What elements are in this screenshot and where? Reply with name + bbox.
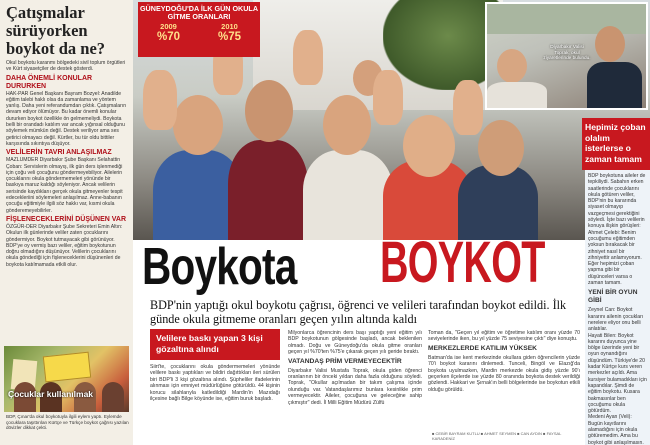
right-paragraph-1: BDP boykotuna aileler de tepkiliydi. Sabahın erken saatlerinde çocuklarını okula götüren veliler, BDP'nin bu kararında siyaset olmayıp vazgeçmesi gerektiğini söyledi. İşte bazı velilerin konuya ilişkin görüşleri:: [588, 173, 646, 230]
right-paragraph-5: Medeni Ayan (Veli): Bugün kayıtlarını alamadığını için okula götüremedim. Ama bu boykot gibi anlaşılmasın.: [588, 414, 644, 445]
col2-paragraph-2: Diyarbakır Valisi Mustafa Toprak, okula giden öğrenci oranlarının bir önceki yıldan daha fazla olduğunu söyledi. Toprak, "Okullar açılmadan bir takım çalışma içinde olunduğu var. Vatandaşlarımız bunlara kesinlikle prim vermeyecektir. Aileler, çocuğuna ve geleceğine sahip çıkmıştır" dedi. İl Milli Eğitim Müdürü Zülfü: [288, 367, 422, 406]
left-paragraph-3: ÖZGÜR-DER Diyarbakır Şube Sekreteri Emin Altın: Okulun ilk günlerinde veliler zaten çocuklarını göndermiyor. Boykot tutmayacak gibi görünüyor. BDP'ye oy vermiş bazı veliler, eğitim boykotunun doğru olmadığını düşünüyor. Velilerin çocuklarını okula göndediği için fişleneceklerini düşünenleri de boykota katılmamada etkili olur.: [6, 223, 123, 268]
rate-2009: %70: [156, 31, 181, 43]
protest-photo: [4, 346, 129, 412]
left-paragraph-1: HAK-PAR Genel Başkanı Bayram Bozyel: Anadilde eğitim talebi haklı olsa da zamanlama ve yöntem yanlış. Daha yeni referandumdan çıktık. Çatışmaların devam ediyor ölümüyor. Bu kadar önemli konular dururken boykot özellikle ön gelmemeliydi. Boykota belli bir orandadı katılım var ancak yığınsal olduğunu söylemek mümkün değil. Destek veriliyor ama ses getirici olmayacı değil. Kürtler, bu tür oldu bittiler karşısında sıkıntıya düşüyor.: [6, 90, 127, 147]
governor-inset-photo: [485, 2, 648, 110]
headline-red: BOYKOT: [380, 230, 545, 295]
main-headline: [140, 232, 580, 294]
protest-photo-caption: Çocuklar kullanılmak: [8, 389, 94, 399]
year-2010: 2010: [221, 22, 238, 31]
left-headline: Çatışmalar sürüyorken boykot da ne?: [6, 3, 106, 58]
article-column-3: [428, 330, 580, 393]
headline-deck: BDP'nin yaptığı okul boykotu çağrısı, öğrenci ve velileri tarafından boykot edildi. İlk günde okula gitmeme oranları geçen yılın altında kaldı: [150, 298, 567, 326]
rate-2010: %75: [217, 31, 242, 43]
year-2009: 2009: [160, 22, 177, 31]
col2-subhead: VATANDAŞ PRİM VERMEYECEKTİR: [288, 357, 402, 365]
right-paragraph-4: Hayati Bilen: Boykot kararını duyunca yine bölge üzerinde yeni bir oyun oynandığını düşündüm. Türkiye'de 20 kadar Kürtçe kurs veren merkezler açıldı. Ama kursiyer bulamadıkları için kapandılar. Şimdi de eğitim boykotu. Kusara bakmasınlar ben çocuğumu okula götürdüm.: [588, 332, 647, 415]
left-subhead-3: FİŞLENECEKLERİNİ DÜŞÜNEN VAR: [6, 215, 127, 223]
left-intro: Okul boykotu karanmı bölgedeki sivil toplum örgütleri ve Kürt siyasetçiler de destek gösterdi.: [6, 60, 126, 73]
right-column: [585, 170, 650, 445]
article-column-1: [150, 364, 280, 402]
right-subhead: YENİ BİR OYUN GİBİ: [588, 289, 638, 305]
attendance-rate-box: [138, 2, 260, 57]
col3-subhead: MERKEZLERDE KATILIM YÜKSEK: [428, 344, 537, 352]
col1-text: Siirt'te, çocuklarını okula göndermemeleri yönünde velilere baskı yaptıkları ve bildiri dağıttıkları ileri sürülen biri BDP'li 3 kişi gözaltına alındı. Şüpheliler ifadelerinin alınması için emniyet müdürlüğüne götürüldü. 44 kişinin korucu silahlarıyla katledildiği Mardin'in Mazıdağı ilçesine bağlı Bilge köyünde ise, eğitim buruk başladı.: [150, 364, 280, 403]
col2-paragraph-1: Milyonlarca öğrencinin ders başı yaptığı yeni eğitim yılı BDP boykotunun gölgesinde başladı, ancak beklenilen olmadı. Doğu ve Güneydoğu'da okula gitme oranları geçen yıl %70'ten %75'e çıkarak geçen yılı geride bıraktı.: [288, 330, 422, 356]
col3-paragraph-1: Toman da, "Geçen yıl eğitim ve öğretime katılım oranı yüzde 70 seviyelerinde iken, bu yıl yüzde 75 seviyesine çıktı" diye konuştu.: [428, 330, 580, 343]
col3-paragraph-2: Batman'da ise kent merkezinde okullara giden öğrencilerin yüzde 70'i boykot kararını dinlemedi. Tunceli, Bingöl ve Elazığ'da boykota uyulmazken, Mardin merkezde okula gidiş yüzde 90'ı geçerken ilçelerde ise yüzde 80 oranında boykota destek verildiği gözlendi. Hakkari ve Şırnak'ın belli bölgelerinde ise boykotun etkili olduğu görüldü.: [428, 354, 580, 393]
left-subhead-1: DAHA ÖNEMLİ KONULAR DURURKEN: [6, 74, 93, 90]
left-paragraph-2: MAZLUMDER Diyarbakır Şube Başkanı Selahattin Çoban: Servislerin olmayış, ilk gün ders işlenmediği için çoğu veli çocuğunu göndermeyebiliyor. Ailelerin çocuklarını okula göndermemeleri yönünde bir baskıya maruz kaldığı söyleniyor. Ancak velilerin serisinde kaydıklarıı gerçek okula gitmeyenler tespit edecekleriini söylemeleri anlaşılmaz. Anne-babanın çocuğu eğitimiyle ilgili söz hakkı var, kısmi okula gönderemeyebilirler.: [6, 157, 123, 214]
protest-photo-text: BDP, Çınar'da okul boykotuyla ilgili eylem yaptı. Eylemde çocuklara taşıttırılan Kürtçe ve Türkçe boykot çağrısı yazılan dövizler dikkat çekti.: [6, 414, 129, 431]
right-paragraph-2: Ahmet Çelebi: Benim çocuğumu eğitimden yoksun bırakacak bir zihniyet nasıl bir zihniyettir anlamıyorum. Eğer hepimizi çoban yapma gibi bir düşünceleri varsa o zaman tamam.: [588, 229, 642, 287]
inset-caption: Diyarbakır Valisi Toprak, okul ziyaretlerinde bulundu.: [543, 44, 591, 61]
article-column-2: [288, 330, 422, 406]
left-subhead-2: VELİLERİN TAVRI ANLAŞILMAZ: [6, 149, 112, 157]
left-body: [0, 60, 133, 268]
detention-box: Velilere baskı yapan 3 kişi gözaltına alındı: [150, 329, 280, 360]
attendance-box-title: GÜNEYDOĞU'DA İLK GÜN OKULA GİTME ORANLARI: [139, 4, 259, 21]
right-paragraph-3: Zeynel Can: Boykot kararını ailenin çocukları nerelere eliyor onu belli anlatılar.: [588, 307, 644, 333]
left-column: [0, 0, 133, 445]
photo-credit: ■ CEBİR BAYRAM KUTLU ■ AHMET SEYMEN ■ CAN AYDIN ■ FAYSAL KARADENİZ: [432, 431, 562, 441]
headline-black: Boykota: [142, 238, 297, 296]
quote-box: Hepimiz çoban olalım isterlerse o zaman tamam: [582, 118, 650, 170]
